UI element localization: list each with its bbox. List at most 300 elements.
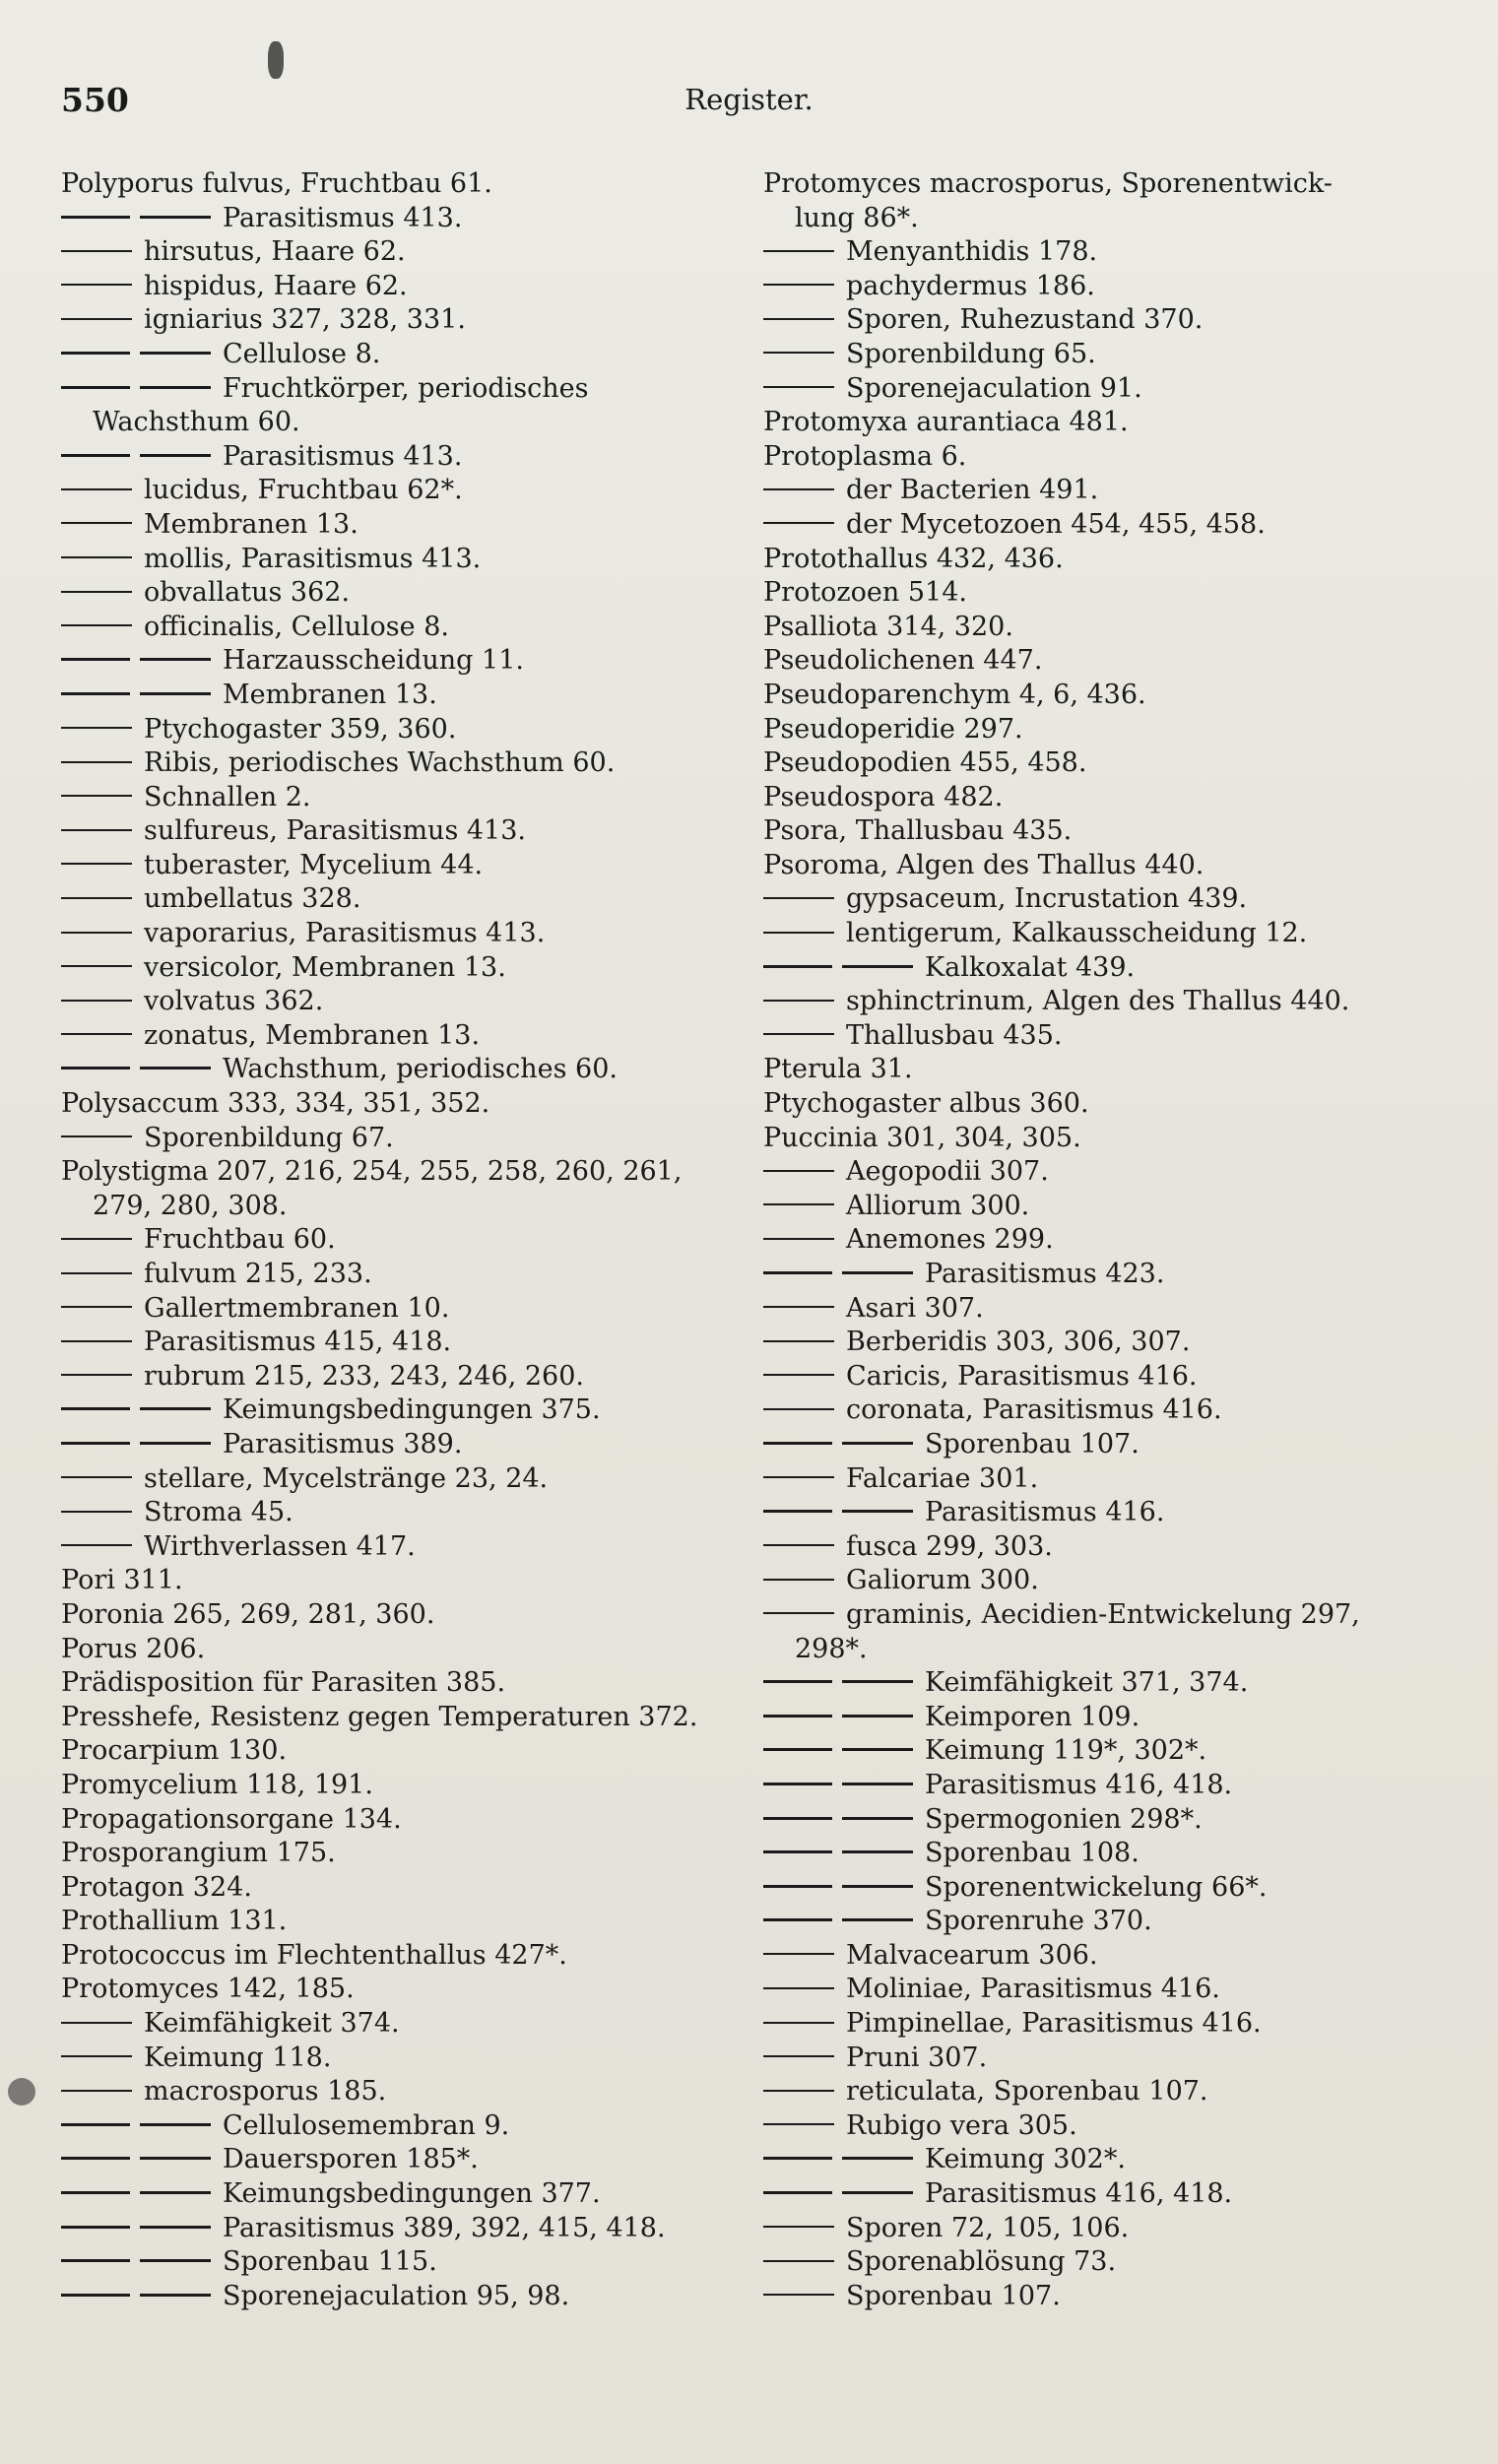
index-entry-text: Fruchtkörper, periodisches [223, 372, 589, 404]
index-entry-text: Sporenejaculation 95, 98. [223, 2280, 570, 2311]
ditto-dash [763, 1306, 834, 1308]
index-entry-text: hispidus, Haare 62. [144, 270, 408, 301]
ditto-dash [61, 1238, 132, 1240]
index-entry [61, 1633, 731, 1667]
index-entry-text: Sporenbildung 67. [144, 1122, 394, 1153]
ditto-dash [61, 284, 132, 286]
index-entry [61, 406, 731, 440]
ditto-dash [763, 386, 834, 388]
index-entry [763, 1360, 1453, 1394]
ditto-dash [61, 2294, 211, 2297]
index-entry-text: Cellulose 8. [223, 338, 381, 369]
ditto-dash [61, 1135, 132, 1137]
index-entry-text: Ptychogaster albus 360. [763, 1088, 1089, 1120]
index-entry-text: Wachsthum, periodisches 60. [223, 1054, 618, 1085]
ditto-dash [763, 1885, 913, 1888]
ditto-dash [763, 1271, 913, 1274]
index-entry-text: Sporenbildung 65. [846, 338, 1096, 369]
index-entry [763, 679, 1453, 713]
index-entry-text: Sporenentwickelung 66*. [925, 1871, 1268, 1903]
running-head: Register. [684, 83, 814, 116]
index-entry [763, 1666, 1453, 1701]
index-entry [61, 202, 731, 236]
index-entry-text: Schnallen 2. [144, 781, 311, 812]
index-entry-text: reticulata, Sporenbau 107. [846, 2076, 1208, 2107]
index-entry-text: Parasitismus 416. [925, 1497, 1165, 1528]
index-entry-text: Sporenbau 108. [925, 1838, 1140, 1869]
index-entry-text: Sporenejaculation 91. [846, 372, 1142, 404]
index-entry [61, 746, 731, 781]
index-entry [61, 1258, 731, 1292]
index-entry-text: Psalliota 314, 320. [763, 611, 1013, 642]
index-entry-text: Polysaccum 333, 334, 351, 352. [61, 1088, 490, 1120]
index-entry [61, 679, 731, 713]
index-entry [763, 1701, 1453, 1735]
ditto-dash [763, 2055, 834, 2057]
ditto-dash [763, 2022, 834, 2024]
index-entry-text: Psoroma, Algen des Thallus 440. [763, 849, 1205, 880]
index-entry-text: Sporen, Ruhezustand 370. [846, 304, 1204, 336]
index-entry-text: Wirthverlassen 417. [144, 1530, 416, 1562]
index-entry-text: Membranen 13. [223, 679, 437, 710]
index-entry [61, 372, 731, 407]
index-entry-text: Protagon 324. [61, 1871, 252, 1903]
index-entry [763, 1837, 1453, 1871]
index-entry-text: 279, 280, 308. [93, 1190, 288, 1221]
index-entry-text: Parasitismus 413. [223, 202, 463, 233]
index-entry-text: Puccinia 301, 304, 305. [763, 1122, 1081, 1153]
index-entry [61, 1973, 731, 2007]
ditto-dash [763, 1850, 913, 1853]
index-entry-text: Protothallus 432, 436. [763, 543, 1064, 574]
index-entry [763, 576, 1453, 611]
index-entry-text: Sporenbau 107. [925, 1428, 1140, 1459]
index-entry [763, 1258, 1453, 1292]
ditto-dash [763, 1238, 834, 1240]
index-entry-text: gypsaceum, Incrustation 439. [846, 883, 1248, 915]
page-header [61, 81, 1437, 130]
ditto-dash [61, 1033, 132, 1035]
ditto-dash [61, 1407, 211, 1410]
index-entry-text: Poronia 265, 269, 281, 360. [61, 1598, 435, 1630]
ditto-dash [61, 2157, 211, 2160]
index-entry [763, 2075, 1453, 2109]
index-column-left [61, 167, 731, 2313]
ditto-dash [763, 488, 834, 490]
index-entry-text: rubrum 215, 233, 243, 246, 260. [144, 1360, 584, 1392]
index-entry-text: graminis, Aecidien-Entwickelung 297, [846, 1598, 1360, 1630]
ditto-dash [61, 1442, 211, 1445]
ditto-dash [61, 965, 132, 967]
index-entry [61, 1769, 731, 1803]
ink-spot [268, 41, 284, 79]
ditto-dash [61, 2226, 211, 2229]
index-entry [61, 270, 731, 304]
index-entry-text: hirsutus, Haare 62. [144, 236, 406, 268]
ditto-dash [61, 624, 132, 626]
index-entry [763, 1053, 1453, 1087]
ditto-dash [763, 2226, 834, 2228]
index-entry-text: Pterula 31. [763, 1054, 913, 1085]
index-entry [763, 1973, 1453, 2007]
index-entry [61, 781, 731, 815]
index-entry [763, 1019, 1453, 1054]
ditto-dash [763, 1918, 913, 1921]
index-entry-text: Cellulosemembran 9. [223, 2109, 510, 2141]
ditto-dash [763, 1783, 913, 1785]
index-entry-text: Rubigo vera 305. [846, 2109, 1077, 2141]
ditto-dash [61, 454, 211, 457]
index-entry-text: Keimung 119*, 302*. [925, 1735, 1207, 1767]
index-entry [763, 644, 1453, 679]
index-entry-text: Parasitismus 413. [223, 440, 463, 472]
index-entry [61, 1394, 731, 1428]
ditto-dash [763, 1612, 834, 1614]
index-entry [763, 235, 1453, 270]
ditto-dash [763, 1510, 913, 1513]
index-entry-text: Sporenruhe 370. [925, 1906, 1152, 1937]
index-entry-text: Keimporen 109. [925, 1701, 1140, 1732]
ditto-dash [763, 1748, 913, 1751]
ditto-dash [763, 1579, 834, 1581]
index-entry [763, 440, 1453, 475]
ditto-dash [61, 488, 132, 490]
index-entry [763, 270, 1453, 304]
index-entry [61, 1837, 731, 1871]
index-entry-text: Harzausscheidung 11. [223, 645, 524, 677]
ditto-dash [61, 591, 132, 593]
index-entry-text: Berberidis 303, 306, 307. [846, 1327, 1191, 1358]
ditto-dash [763, 1476, 834, 1478]
index-entry-text: Ptychogaster 359, 360. [144, 713, 457, 745]
index-entry [61, 1666, 731, 1701]
index-entry [61, 814, 731, 849]
ditto-dash [763, 1817, 913, 1820]
index-entry-text: versicolor, Membranen 13. [144, 951, 506, 983]
index-entry-text: Protococcus im Flechtenthallus 427*. [61, 1939, 567, 1971]
ditto-dash [763, 284, 834, 286]
index-entry [61, 1462, 731, 1497]
ditto-dash [763, 2123, 834, 2125]
index-entry-text: obvallatus 362. [144, 577, 351, 609]
index-entry-text: Gallertmembranen 10. [144, 1292, 450, 1324]
ditto-dash [763, 352, 834, 354]
index-entry-text: umbellatus 328. [144, 883, 361, 915]
index-column-right [763, 167, 1453, 2313]
index-entry [763, 781, 1453, 815]
index-entry-text: Parasitismus 415, 418. [144, 1327, 452, 1358]
index-entry [763, 1564, 1453, 1598]
index-entry [61, 1122, 731, 1156]
index-entry [61, 1701, 731, 1735]
ditto-dash [61, 1544, 132, 1546]
index-entry [61, 2042, 731, 2076]
ditto-dash [763, 1340, 834, 1342]
ditto-dash [763, 1170, 834, 1172]
index-entry-text: mollis, Parasitismus 413. [144, 543, 482, 574]
ditto-dash [61, 522, 132, 524]
index-entry-text: volvatus 362. [144, 986, 324, 1017]
index-entry [61, 917, 731, 951]
index-entry-text: Promycelium 118, 191. [61, 1769, 373, 1800]
index-entry-text: vaporarius, Parasitismus 413. [144, 918, 546, 949]
ditto-dash [61, 692, 211, 695]
index-entry [763, 202, 1453, 236]
index-entry [763, 1087, 1453, 1122]
page-number: 550 [61, 81, 129, 119]
index-entry-text: Polyporus fulvus, Fruchtbau 61. [61, 168, 492, 199]
ditto-dash [61, 216, 211, 219]
index-entry [61, 508, 731, 543]
index-entry-text: 298*. [795, 1633, 868, 1664]
index-entry-text: Pseudoperidie 297. [763, 713, 1023, 745]
ditto-dash [61, 556, 132, 558]
index-entry [763, 303, 1453, 338]
index-entry-text: coronata, Parasitismus 416. [846, 1394, 1222, 1426]
index-entry [61, 713, 731, 747]
ditto-dash [763, 2260, 834, 2262]
index-entry-text: Keimungsbedingungen 377. [223, 2178, 601, 2210]
index-entry-text: zonatus, Membranen 13. [144, 1019, 481, 1051]
index-entry-text: Kalkoxalat 439. [925, 951, 1136, 983]
index-entry [61, 1019, 731, 1054]
index-entry [61, 1360, 731, 1394]
ditto-dash [61, 2090, 132, 2092]
index-entry [763, 1462, 1453, 1497]
index-entry [763, 2280, 1453, 2314]
index-entry-text: Pori 311. [61, 1565, 183, 1596]
index-entry-text: Keimung 118. [144, 2042, 332, 2073]
ditto-dash [61, 727, 132, 729]
ditto-dash [61, 897, 132, 899]
ditto-dash [61, 1067, 211, 1070]
ditto-dash [61, 795, 132, 797]
index-entry [763, 849, 1453, 883]
index-entry [61, 440, 731, 475]
index-entry [61, 1053, 731, 1087]
ditto-dash [61, 1340, 132, 1342]
index-entry [763, 1190, 1453, 1224]
ditto-dash [763, 1715, 913, 1718]
ditto-dash [61, 1476, 132, 1478]
index-entry [763, 746, 1453, 781]
index-entry [763, 2109, 1453, 2144]
index-entry [61, 2075, 731, 2109]
index-entry-text: fulvum 215, 233. [144, 1259, 372, 1289]
ink-spot [8, 2078, 35, 2106]
index-entry [763, 1598, 1453, 1633]
index-entry [61, 1939, 731, 1974]
ditto-dash [763, 897, 834, 899]
index-entry [763, 1155, 1453, 1190]
ditto-dash [61, 863, 132, 865]
index-entry-text: sphinctrinum, Algen des Thallus 440. [846, 986, 1350, 1017]
index-entry-text: Prädisposition für Parasiten 385. [61, 1667, 506, 1699]
ditto-dash [61, 1511, 132, 1513]
index-entry-text: Keimung 302*. [925, 2144, 1126, 2175]
index-entry [763, 1122, 1453, 1156]
ditto-dash [61, 2191, 211, 2194]
ditto-dash [763, 1033, 834, 1035]
index-entry-text: officinalis, Cellulose 8. [144, 611, 449, 642]
index-entry [61, 849, 731, 883]
ditto-dash [763, 1680, 913, 1683]
ditto-dash [763, 522, 834, 524]
index-entry-text: Spermogonien 298*. [925, 1803, 1203, 1835]
index-entry [763, 1803, 1453, 1838]
index-entry-text: Prosporangium 175. [61, 1838, 336, 1869]
index-entry [763, 2042, 1453, 2076]
index-entry-text: Parasitismus 416, 418. [925, 2178, 1233, 2210]
index-entry-text: pachydermus 186. [846, 270, 1095, 301]
ditto-dash [763, 1203, 834, 1205]
index-entry [61, 882, 731, 917]
index-entry [763, 508, 1453, 543]
index-entry-text: lucidus, Fruchtbau 62*. [144, 475, 463, 506]
index-entry [61, 985, 731, 1019]
index-entry-text: Prothallium 131. [61, 1906, 288, 1937]
index-entry [763, 1292, 1453, 1327]
index-entry-text: Pruni 307. [846, 2042, 988, 2073]
index-entry [61, 1905, 731, 1939]
index-entry [61, 2245, 731, 2280]
ditto-dash [763, 1987, 834, 1989]
ditto-dash [763, 2090, 834, 2092]
index-entry [763, 1428, 1453, 1462]
index-entry [61, 1564, 731, 1598]
index-entry-text: der Mycetozoen 454, 455, 458. [846, 508, 1266, 540]
index-entry [61, 474, 731, 508]
ditto-dash [61, 318, 132, 320]
index-entry [763, 2143, 1453, 2177]
index-entry [763, 882, 1453, 917]
ditto-dash [763, 1544, 834, 1546]
index-entry-text: Pimpinellae, Parasitismus 416. [846, 2008, 1262, 2040]
index-entry [763, 2007, 1453, 2042]
ditto-dash [61, 2259, 211, 2262]
index-entry-text: Protoplasma 6. [763, 440, 967, 472]
index-entry [61, 303, 731, 338]
ditto-dash [61, 352, 211, 355]
ditto-dash [763, 1408, 834, 1410]
index-entry-text: Sporenbau 115. [223, 2246, 437, 2278]
ditto-dash [61, 1000, 132, 1002]
index-entry [61, 1530, 731, 1565]
index-entry-text: Sporenablösung 73. [846, 2246, 1117, 2278]
index-entry [763, 611, 1453, 645]
index-entry-text: Polystigma 207, 216, 254, 255, 258, 260, 261, [61, 1156, 683, 1188]
ditto-dash [61, 386, 211, 389]
index-entry-text: Procarpium 130. [61, 1735, 288, 1767]
index-entry-text: Parasitismus 389, 392, 415, 418. [223, 2212, 666, 2243]
index-entry [61, 2109, 731, 2144]
index-entry [763, 713, 1453, 747]
index-entry-text: Caricis, Parasitismus 416. [846, 1360, 1198, 1392]
index-entry [61, 1292, 731, 1327]
ditto-dash [61, 1272, 132, 1274]
index-entry-text: Stroma 45. [144, 1497, 293, 1528]
index-entry-text: Protomyces macrosporus, Sporenentwick- [763, 168, 1333, 199]
index-entry-text: Protozoen 514. [763, 577, 967, 609]
index-entry [61, 1734, 731, 1769]
index-entry-text: Malvacearum 306. [846, 1939, 1098, 1971]
index-entry [763, 917, 1453, 951]
index-entry [61, 543, 731, 577]
ditto-dash [61, 932, 132, 934]
index-entry [763, 1223, 1453, 1258]
ditto-dash [61, 2055, 132, 2057]
index-entry-text: Galiorum 300. [846, 1565, 1039, 1596]
index-entry-text: Parasitismus 416, 418. [925, 1769, 1233, 1800]
index-entry-text: Membranen 13. [144, 508, 358, 540]
index-entry-text: Psora, Thallusbau 435. [763, 815, 1073, 847]
index-entry-text: Keimfähigkeit 374. [144, 2008, 400, 2040]
index-entry [763, 474, 1453, 508]
index-entry-text: Pseudolichenen 447. [763, 645, 1043, 677]
index-entry-text: Pseudospora 482. [763, 781, 1004, 812]
ditto-dash [61, 1306, 132, 1308]
ditto-dash [763, 2191, 913, 2194]
index-entry-text: igniarius 327, 328, 331. [144, 304, 466, 336]
index-entry [61, 2143, 731, 2177]
index-entry [763, 2212, 1453, 2246]
index-entry-text: Keimungsbedingungen 375. [223, 1394, 601, 1426]
ditto-dash [763, 1374, 834, 1376]
index-entry-text: Porus 206. [61, 1633, 206, 1664]
index-entry-text: Pseudoparenchym 4, 6, 436. [763, 679, 1146, 710]
index-entry [763, 543, 1453, 577]
index-entry [763, 1326, 1453, 1360]
index-entry [763, 1394, 1453, 1428]
index-entry [61, 338, 731, 372]
index-entry-text: Menyanthidis 178. [846, 236, 1098, 268]
index-entry [61, 1326, 731, 1360]
index-entry [61, 2007, 731, 2042]
ditto-dash [763, 2294, 834, 2296]
index-entry [763, 1905, 1453, 1939]
index-entry [61, 167, 731, 202]
index-entry-text: Parasitismus 389. [223, 1428, 463, 1459]
index-entry [763, 814, 1453, 849]
index-entry [763, 167, 1453, 202]
index-entry-text: Fruchtbau 60. [144, 1224, 336, 1256]
index-entry-text: tuberaster, Mycelium 44. [144, 849, 484, 880]
index-entry [763, 2177, 1453, 2212]
index-entry [61, 576, 731, 611]
index-entry [763, 1871, 1453, 1906]
index-entry-text: macrosporus 185. [144, 2076, 387, 2107]
index-entry [61, 1496, 731, 1530]
ditto-dash [61, 658, 211, 661]
index-entry [61, 2177, 731, 2212]
index-entry-text: Aegopodii 307. [846, 1156, 1049, 1188]
index-entry [61, 951, 731, 986]
ditto-dash [61, 1374, 132, 1376]
index-entry [763, 1633, 1453, 1667]
index-entry [763, 1496, 1453, 1530]
index-entry-text: Alliorum 300. [846, 1190, 1030, 1221]
index-entry [61, 1871, 731, 1906]
index-entry [763, 951, 1453, 986]
index-entry-text: fusca 299, 303. [846, 1530, 1053, 1562]
index-entry [763, 985, 1453, 1019]
ditto-dash [763, 318, 834, 320]
ditto-dash [763, 965, 913, 968]
index-entry [61, 1428, 731, 1462]
index-entry [763, 1530, 1453, 1565]
index-entry-text: Asari 307. [846, 1292, 984, 1324]
ditto-dash [763, 932, 834, 934]
